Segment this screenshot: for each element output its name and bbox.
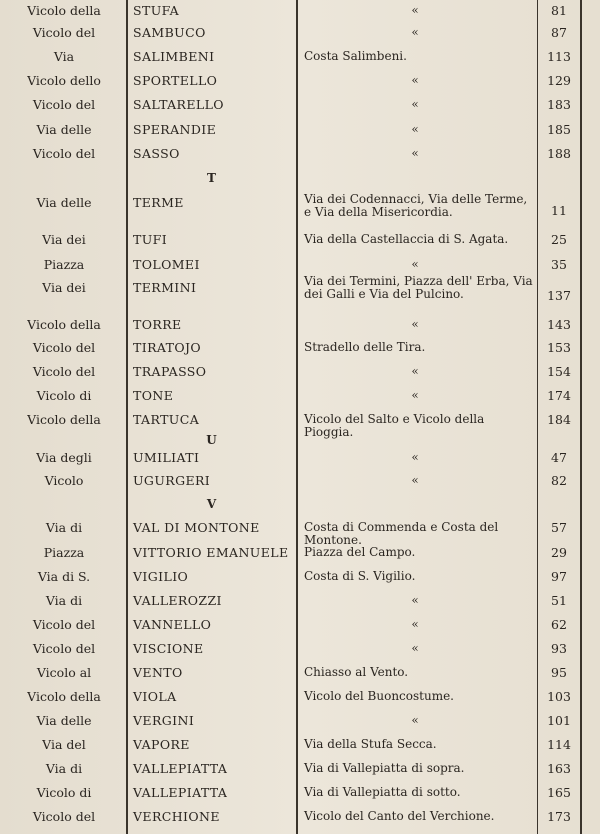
street-type: Via di xyxy=(45,761,83,776)
street-name: SASSO xyxy=(133,146,180,161)
reference-number: 47 xyxy=(551,450,567,465)
former-name: Stradello delle Tira. xyxy=(304,340,426,354)
street-type: Vicolo del xyxy=(32,809,96,824)
former-name: « xyxy=(411,146,419,160)
street-name: VERCHIONE xyxy=(133,809,220,824)
reference-number: 154 xyxy=(547,364,571,379)
street-name: VALLEROZZI xyxy=(133,593,222,608)
former-name: Via di Vallepiatta di sopra. xyxy=(304,761,465,775)
reference-number: 97 xyxy=(551,569,567,584)
reference-number: 81 xyxy=(551,3,567,18)
street-name: TIRATOJO xyxy=(133,340,202,355)
reference-number: 101 xyxy=(547,713,571,728)
section-letter: V xyxy=(206,497,218,511)
reference-number: 95 xyxy=(551,665,567,680)
street-type: Vicolo dello xyxy=(27,73,101,88)
reference-number: 29 xyxy=(551,545,567,560)
reference-number: 82 xyxy=(551,473,567,488)
former-name: « xyxy=(411,713,419,727)
street-type: Vicolo della xyxy=(27,3,101,18)
street-name: TOLOMEI xyxy=(133,257,200,272)
street-name: SPERANDIE xyxy=(133,122,217,137)
former-name: Chiasso al Vento. xyxy=(304,665,409,679)
former-name: Costa di Commenda e Costa del Montone. xyxy=(304,520,499,547)
street-type: Via delle xyxy=(36,713,92,728)
reference-number: 183 xyxy=(547,97,571,112)
street-name: TERMINI xyxy=(133,280,197,295)
street-type: Vicolo del xyxy=(32,146,96,161)
street-name: VAPORE xyxy=(133,737,190,752)
reference-number: 62 xyxy=(551,617,567,632)
reference-number: 51 xyxy=(551,593,567,608)
reference-number: 114 xyxy=(547,737,571,752)
street-type: Piazza xyxy=(43,545,85,560)
former-name: « xyxy=(411,641,419,655)
street-type: Via dei xyxy=(42,232,86,247)
street-name: VITTORIO EMANUELE xyxy=(133,545,289,560)
column-divider xyxy=(537,0,538,834)
street-type: Via degli xyxy=(36,450,92,465)
street-type: Via del xyxy=(42,737,86,752)
street-type: Via di xyxy=(45,520,83,535)
reference-number: 153 xyxy=(547,340,571,355)
street-type: Vicolo del xyxy=(32,617,96,632)
street-type: Via delle xyxy=(36,122,92,137)
street-type: Via delle xyxy=(36,195,92,210)
reference-number: 57 xyxy=(551,520,567,535)
street-name: VERGINI xyxy=(133,713,195,728)
street-type: Via xyxy=(53,49,75,64)
former-name: Via della Stufa Secca. xyxy=(304,737,437,751)
former-name: Via dei Codennacci, Via delle Terme, e Via della Misericordia. xyxy=(304,192,528,219)
former-name: « xyxy=(411,473,419,487)
reference-number: 129 xyxy=(547,73,571,88)
street-name: STUFA xyxy=(133,3,180,18)
street-type: Via dei xyxy=(42,280,86,295)
street-name: VENTO xyxy=(133,665,183,680)
reference-number: 143 xyxy=(547,317,571,332)
former-name: « xyxy=(411,450,419,464)
former-name: « xyxy=(411,388,419,402)
reference-number: 163 xyxy=(547,761,571,776)
street-name: SALIMBENI xyxy=(133,49,215,64)
street-type: Via di S. xyxy=(37,569,91,584)
street-type: Vicolo del xyxy=(32,97,96,112)
street-type: Vicolo di xyxy=(36,785,92,800)
street-type: Vicolo della xyxy=(27,412,101,427)
former-name: Via della Castellaccia di S. Agata. xyxy=(304,232,509,246)
street-name: VANNELLO xyxy=(133,617,212,632)
street-type: Vicolo del xyxy=(32,340,96,355)
column-divider xyxy=(296,0,298,834)
street-name: UGURGERI xyxy=(133,473,211,488)
street-name: TORRE xyxy=(133,317,182,332)
former-name: « xyxy=(411,257,419,271)
street-name: SALTARELLO xyxy=(133,97,224,112)
reference-number: 185 xyxy=(547,122,571,137)
reference-number: 25 xyxy=(551,232,567,247)
street-type: Vicolo del xyxy=(32,364,96,379)
former-name: Costa Salimbeni. xyxy=(304,49,407,63)
former-name: « xyxy=(411,617,419,631)
former-name: « xyxy=(411,3,419,17)
reference-number: 35 xyxy=(551,257,567,272)
reference-number: 87 xyxy=(551,25,567,40)
street-name: TERME xyxy=(133,195,184,210)
reference-number: 173 xyxy=(547,809,571,824)
former-name: « xyxy=(411,593,419,607)
street-name: SPORTELLO xyxy=(133,73,218,88)
former-name: « xyxy=(411,97,419,111)
street-type: Vicolo della xyxy=(27,689,101,704)
street-type: Vicolo del xyxy=(32,25,96,40)
street-type: Vicolo di xyxy=(36,388,92,403)
street-name: TONE xyxy=(133,388,174,403)
former-name: Via dei Termini, Piazza dell' Erba, Via dei Galli e Via del Pulcino. xyxy=(304,274,533,301)
former-name: Piazza del Campo. xyxy=(304,545,416,559)
former-name: Vicolo del Canto del Verchione. xyxy=(304,809,495,823)
former-name: « xyxy=(411,317,419,331)
street-name: TUFI xyxy=(133,232,168,247)
street-name: VALLEPIATTA xyxy=(133,785,228,800)
reference-number: 11 xyxy=(551,203,567,218)
section-letter: U xyxy=(206,433,218,447)
former-name: « xyxy=(411,364,419,378)
reference-number: 165 xyxy=(547,785,571,800)
reference-number: 184 xyxy=(547,412,571,427)
reference-number: 174 xyxy=(547,388,571,403)
former-name: « xyxy=(411,25,419,39)
former-name: « xyxy=(411,73,419,87)
former-name: Vicolo del Buoncostume. xyxy=(304,689,454,703)
street-type: Vicolo della xyxy=(27,317,101,332)
street-name: SAMBUCO xyxy=(133,25,206,40)
street-type: Vicolo del xyxy=(32,641,96,656)
street-name: VISCIONE xyxy=(133,641,204,656)
street-name: TRAPASSO xyxy=(133,364,207,379)
former-name: Via di Vallepiatta di sotto. xyxy=(304,785,461,799)
reference-number: 113 xyxy=(547,49,571,64)
reference-number: 103 xyxy=(547,689,571,704)
column-divider xyxy=(580,0,582,834)
street-name: TARTUCA xyxy=(133,412,200,427)
street-type: Vicolo al xyxy=(36,665,92,680)
former-name: Costa di S. Vigilio. xyxy=(304,569,416,583)
former-name: Vicolo del Salto e Vicolo della Pioggia. xyxy=(304,412,485,439)
street-name: UMILIATI xyxy=(133,450,200,465)
column-divider xyxy=(126,0,128,834)
street-name: VALLEPIATTA xyxy=(133,761,228,776)
street-type: Piazza xyxy=(43,257,85,272)
street-name: VAL DI MONTONE xyxy=(133,520,260,535)
street-type: Via di xyxy=(45,593,83,608)
street-type: Vicolo xyxy=(44,473,84,488)
reference-number: 93 xyxy=(551,641,567,656)
former-name: « xyxy=(411,122,419,136)
street-name: VIOLA xyxy=(133,689,177,704)
reference-number: 188 xyxy=(547,146,571,161)
reference-number: 137 xyxy=(547,288,571,303)
street-name: VIGILIO xyxy=(133,569,189,584)
section-letter: T xyxy=(207,171,217,185)
